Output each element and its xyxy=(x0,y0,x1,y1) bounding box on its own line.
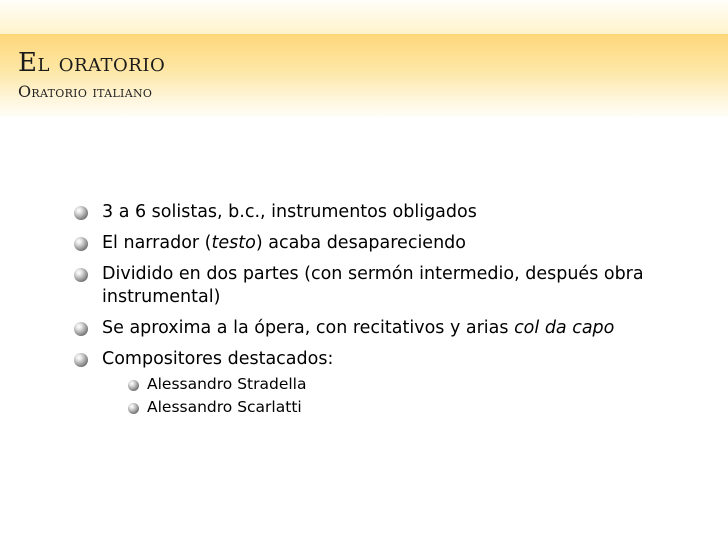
small-sphere-bullet-icon xyxy=(128,403,139,414)
sphere-bullet-icon xyxy=(74,353,88,367)
sub-list-item-text: Alessandro Stradella xyxy=(147,375,307,393)
header-top-strip xyxy=(0,0,728,34)
list-item-text xyxy=(102,264,644,307)
bullet-list xyxy=(74,201,674,417)
list-item-text xyxy=(102,202,477,222)
text-segment: 3 a 6 solistas, b.c., instrumentos obligados xyxy=(102,202,477,222)
sphere-bullet-icon xyxy=(74,206,88,220)
list-item-text xyxy=(102,349,333,369)
sub-list-item xyxy=(102,374,674,394)
list-item-text xyxy=(102,233,466,253)
text-segment: Se aproxima a la ópera, con recitativos y arias xyxy=(102,318,515,338)
small-sphere-bullet-icon xyxy=(128,380,139,391)
sub-list-item-text: Alessandro Scarlatti xyxy=(147,398,302,416)
list-item xyxy=(74,232,674,255)
frame-title: El oratorio xyxy=(18,48,166,78)
list-item xyxy=(74,317,674,340)
list-item xyxy=(74,201,674,224)
sphere-bullet-icon xyxy=(74,322,88,336)
text-segment: Dividido en dos partes (con sermón intermedio, después obra instrumental) xyxy=(102,264,644,307)
sphere-bullet-icon xyxy=(74,237,88,251)
sub-list-item xyxy=(102,397,674,417)
text-segment: Compositores destacados: xyxy=(102,349,334,369)
list-item xyxy=(74,263,674,309)
sub-bullet-list xyxy=(102,374,674,417)
text-segment: El narrador ( xyxy=(102,233,212,253)
italic-term: col da capo xyxy=(514,318,615,338)
slide-content xyxy=(74,201,674,425)
frame-subtitle: Oratorio italiano xyxy=(18,82,153,101)
sphere-bullet-icon xyxy=(74,268,88,282)
italic-term: testo xyxy=(211,233,256,253)
text-segment: ) acaba desapareciendo xyxy=(255,233,466,253)
list-item xyxy=(74,348,674,417)
list-item-text xyxy=(102,318,614,338)
